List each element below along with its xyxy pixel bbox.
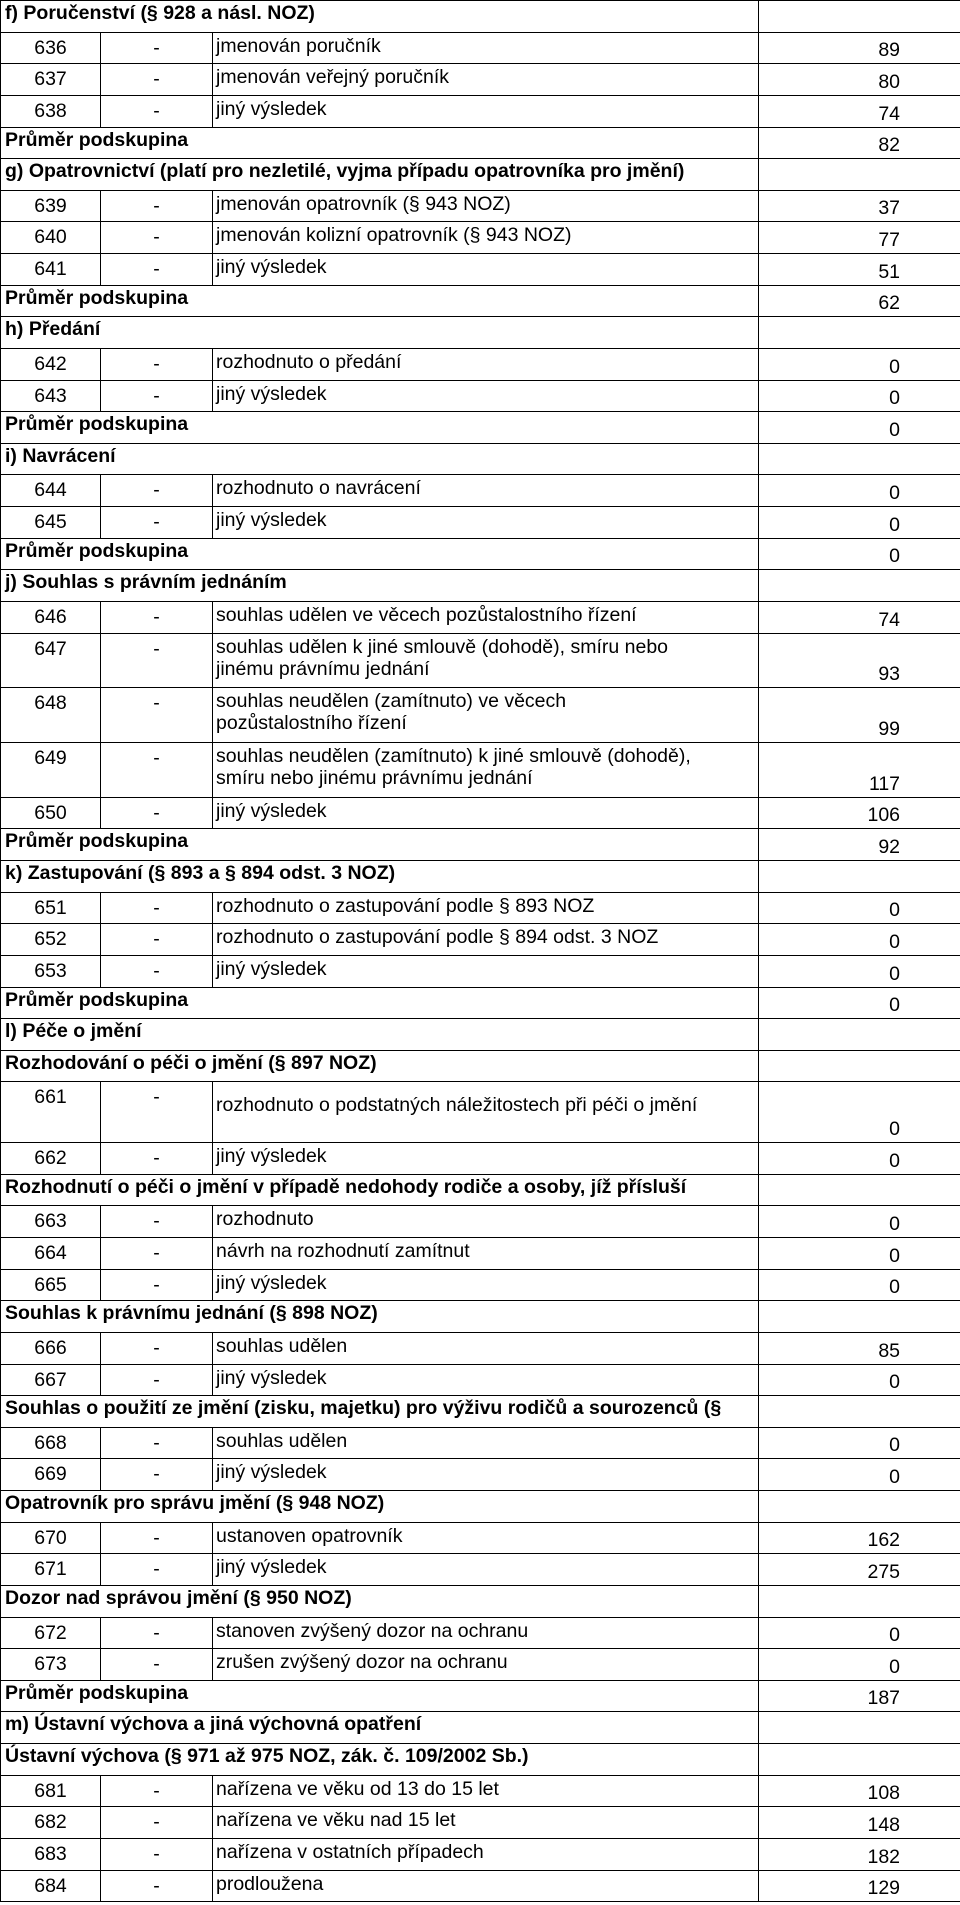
row-code: 651	[1, 892, 101, 924]
row-dash: -	[101, 1807, 213, 1839]
row-code: 647	[1, 633, 101, 688]
table-row	[1, 1082, 960, 1143]
row-dash: -	[101, 1459, 213, 1491]
row-description: rozhodnuto o zastupování podle § 894 odst. 3 NOZ	[213, 924, 759, 956]
row-code: 664	[1, 1238, 101, 1270]
section-label: Průměr podskupina	[1, 127, 759, 159]
section-row	[1, 1491, 960, 1523]
row-code: 672	[1, 1617, 101, 1649]
table-row	[1, 1617, 960, 1649]
section-row	[1, 1680, 960, 1712]
row-description: jiný výsledek	[213, 1364, 759, 1396]
row-dash: -	[101, 1238, 213, 1270]
section-row	[1, 1, 960, 33]
table-row	[1, 1838, 960, 1870]
row-value: 85	[759, 1332, 960, 1364]
row-description-line: pozůstalostního řízení	[216, 712, 407, 735]
row-value: 148	[759, 1807, 960, 1839]
row-value: 0	[759, 1427, 960, 1459]
row-description: rozhodnuto	[213, 1206, 759, 1238]
row-code: 671	[1, 1554, 101, 1586]
row-description-line: smíru nebo jinému právnímu jednání	[216, 767, 533, 789]
row-description: jmenován kolizní opatrovník (§ 943 NOZ)	[213, 222, 759, 254]
section-row	[1, 829, 960, 861]
section-row	[1, 127, 960, 159]
row-code: 666	[1, 1332, 101, 1364]
row-description-line: souhlas neudělen (zamítnuto) ve věcech	[216, 690, 567, 713]
row-description: jiný výsledek	[213, 507, 759, 539]
row-value: 92	[759, 829, 960, 861]
row-value: 0	[759, 538, 960, 570]
table-row	[1, 1238, 960, 1270]
row-value: 37	[759, 190, 960, 222]
row-value	[759, 570, 960, 602]
row-value	[759, 1396, 960, 1428]
row-dash: -	[101, 1649, 213, 1681]
row-value: 82	[759, 127, 960, 159]
table-row	[1, 1870, 960, 1902]
row-description: nařízena ve věku nad 15 let	[213, 1807, 759, 1839]
row-description: jiný výsledek	[213, 1554, 759, 1586]
row-value: 0	[759, 1206, 960, 1238]
row-code: 662	[1, 1143, 101, 1175]
row-value: 0	[759, 1082, 960, 1143]
row-dash: -	[101, 222, 213, 254]
table-row	[1, 688, 960, 743]
row-dash: -	[101, 190, 213, 222]
row-value: 80	[759, 64, 960, 96]
table-row	[1, 254, 960, 286]
table-row	[1, 190, 960, 222]
row-code: 681	[1, 1775, 101, 1807]
row-dash: -	[101, 1617, 213, 1649]
table-row	[1, 743, 960, 798]
row-description: jiný výsledek	[213, 1269, 759, 1301]
section-label: Rozhodnutí o péči o jmění v případě nedohody rodiče a osoby, jíž přísluší	[1, 1174, 759, 1206]
row-value: 62	[759, 285, 960, 317]
row-value: 74	[759, 95, 960, 127]
row-value: 0	[759, 1617, 960, 1649]
row-description: jmenován poručník	[213, 32, 759, 64]
row-code: 684	[1, 1870, 101, 1902]
row-description: jiný výsledek	[213, 380, 759, 412]
section-label: Rozhodování o péči o jmění (§ 897 NOZ)	[1, 1050, 759, 1082]
row-dash: -	[101, 32, 213, 64]
row-code: 642	[1, 348, 101, 380]
row-code: 646	[1, 601, 101, 633]
row-description-line: souhlas neudělen (zamítnuto) k jiné smlouvě (dohodě),	[216, 745, 691, 767]
row-value	[759, 1, 960, 33]
row-value: 0	[759, 507, 960, 539]
row-value	[759, 1744, 960, 1776]
row-code: 673	[1, 1649, 101, 1681]
row-value	[759, 443, 960, 475]
section-row	[1, 1744, 960, 1776]
row-code: 670	[1, 1522, 101, 1554]
row-value: 0	[759, 412, 960, 444]
section-row	[1, 443, 960, 475]
row-description: nařízena v ostatních případech	[213, 1838, 759, 1870]
row-description: rozhodnuto o zastupování podle § 893 NOZ	[213, 892, 759, 924]
row-value	[759, 317, 960, 349]
table-row	[1, 95, 960, 127]
section-label: h) Předání	[1, 317, 759, 349]
row-value: 0	[759, 1238, 960, 1270]
row-value	[759, 1174, 960, 1206]
row-value: 187	[759, 1680, 960, 1712]
table-row	[1, 633, 960, 688]
section-label: Průměr podskupina	[1, 412, 759, 444]
row-description: jiný výsledek	[213, 1459, 759, 1491]
row-value: 162	[759, 1522, 960, 1554]
section-label: Průměr podskupina	[1, 829, 759, 861]
row-value	[759, 159, 960, 191]
table-row	[1, 1143, 960, 1175]
row-description: stanoven zvýšený dozor na ochranu	[213, 1617, 759, 1649]
row-description: rozhodnuto o předání	[213, 348, 759, 380]
row-code: 652	[1, 924, 101, 956]
row-value	[759, 1301, 960, 1333]
section-row	[1, 412, 960, 444]
row-value: 0	[759, 1143, 960, 1175]
section-label: m) Ústavní výchova a jiná výchovná opatření	[1, 1712, 759, 1744]
row-description-line: jinému právnímu jednání	[216, 657, 430, 680]
section-label: Průměr podskupina	[1, 538, 759, 570]
table-row	[1, 507, 960, 539]
section-label: Dozor nad správou jmění (§ 950 NOZ)	[1, 1585, 759, 1617]
row-value: 89	[759, 32, 960, 64]
row-dash: -	[101, 892, 213, 924]
table-row	[1, 924, 960, 956]
row-value: 129	[759, 1870, 960, 1902]
section-label: j) Souhlas s právním jednáním	[1, 570, 759, 602]
row-value: 108	[759, 1775, 960, 1807]
section-row	[1, 159, 960, 191]
section-row	[1, 1396, 960, 1428]
section-label: l) Péče o jmění	[1, 1019, 759, 1051]
row-code: 643	[1, 380, 101, 412]
row-value	[759, 1585, 960, 1617]
row-dash: -	[101, 1554, 213, 1586]
row-value: 0	[759, 987, 960, 1019]
row-dash: -	[101, 507, 213, 539]
table-row	[1, 380, 960, 412]
row-description-line: souhlas udělen k jiné smlouvě (dohodě), smíru nebo	[216, 635, 669, 658]
row-description: rozhodnuto o podstatných náležitostech při péči o jmění	[213, 1082, 759, 1143]
row-description: zrušen zvýšený dozor na ochranu	[213, 1649, 759, 1681]
table-row	[1, 475, 960, 507]
row-dash: -	[101, 1082, 213, 1143]
row-dash: -	[101, 1332, 213, 1364]
section-label: Průměr podskupina	[1, 987, 759, 1019]
row-code: 641	[1, 254, 101, 286]
row-description: jmenován veřejný poručník	[213, 64, 759, 96]
row-description: ustanoven opatrovník	[213, 1522, 759, 1554]
row-description: nařízena ve věku od 13 do 15 let	[213, 1775, 759, 1807]
row-description: jiný výsledek	[213, 95, 759, 127]
section-label: Souhlas o použití ze jmění (zisku, majetku) pro výživu rodičů a sourozenců (§	[1, 1396, 759, 1428]
table-row	[1, 1364, 960, 1396]
row-description: návrh na rozhodnutí zamítnut	[213, 1238, 759, 1270]
table-row	[1, 1459, 960, 1491]
row-code: 648	[1, 688, 101, 743]
row-description: souhlas udělen	[213, 1332, 759, 1364]
row-dash: -	[101, 1775, 213, 1807]
row-description: jiný výsledek	[213, 797, 759, 829]
row-dash: -	[101, 1427, 213, 1459]
table-row	[1, 222, 960, 254]
row-code: 644	[1, 475, 101, 507]
row-value: 0	[759, 892, 960, 924]
row-dash: -	[101, 633, 213, 688]
row-dash: -	[101, 601, 213, 633]
row-value: 99	[759, 688, 960, 743]
row-code: 636	[1, 32, 101, 64]
row-value	[759, 1712, 960, 1744]
table-row	[1, 348, 960, 380]
row-value: 182	[759, 1838, 960, 1870]
section-label: Souhlas k právnímu jednání (§ 898 NOZ)	[1, 1301, 759, 1333]
row-dash: -	[101, 95, 213, 127]
row-value: 0	[759, 348, 960, 380]
section-label: g) Opatrovnictví (platí pro nezletilé, vyjma případu opatrovníka pro jmění)	[1, 159, 759, 191]
section-label: f) Poručenství (§ 928 a násl. NOZ)	[1, 1, 759, 33]
table-row	[1, 1775, 960, 1807]
row-description	[213, 688, 759, 743]
table-row	[1, 1427, 960, 1459]
row-code: 663	[1, 1206, 101, 1238]
row-dash: -	[101, 743, 213, 798]
row-value: 117	[759, 743, 960, 798]
section-row	[1, 1301, 960, 1333]
row-value: 0	[759, 1649, 960, 1681]
row-dash: -	[101, 64, 213, 96]
row-value: 275	[759, 1554, 960, 1586]
row-dash: -	[101, 1269, 213, 1301]
table-row	[1, 955, 960, 987]
row-value: 0	[759, 955, 960, 987]
table-row	[1, 892, 960, 924]
row-code: 668	[1, 1427, 101, 1459]
table-row	[1, 32, 960, 64]
row-value: 74	[759, 601, 960, 633]
row-description: jiný výsledek	[213, 254, 759, 286]
row-code: 682	[1, 1807, 101, 1839]
row-description: rozhodnuto o navrácení	[213, 475, 759, 507]
section-label: k) Zastupování (§ 893 a § 894 odst. 3 NOZ)	[1, 861, 759, 893]
row-code: 640	[1, 222, 101, 254]
section-row	[1, 317, 960, 349]
row-description: souhlas udělen ve věcech pozůstalostního řízení	[213, 601, 759, 633]
table-row	[1, 1522, 960, 1554]
table-row	[1, 1332, 960, 1364]
section-row	[1, 987, 960, 1019]
row-dash: -	[101, 475, 213, 507]
row-code: 650	[1, 797, 101, 829]
row-description	[213, 743, 759, 798]
row-description: jmenován opatrovník (§ 943 NOZ)	[213, 190, 759, 222]
row-description: jiný výsledek	[213, 1143, 759, 1175]
section-row	[1, 285, 960, 317]
row-code: 683	[1, 1838, 101, 1870]
row-value	[759, 1050, 960, 1082]
row-value: 0	[759, 1269, 960, 1301]
row-value	[759, 1491, 960, 1523]
section-row	[1, 570, 960, 602]
row-code: 653	[1, 955, 101, 987]
section-row	[1, 1174, 960, 1206]
row-value: 106	[759, 797, 960, 829]
row-dash: -	[101, 1522, 213, 1554]
row-dash: -	[101, 1206, 213, 1238]
row-value	[759, 861, 960, 893]
row-dash: -	[101, 797, 213, 829]
section-label: Průměr podskupina	[1, 1680, 759, 1712]
row-value: 51	[759, 254, 960, 286]
row-dash: -	[101, 380, 213, 412]
row-code: 638	[1, 95, 101, 127]
row-value: 77	[759, 222, 960, 254]
row-dash: -	[101, 1838, 213, 1870]
section-row	[1, 1019, 960, 1051]
row-code: 667	[1, 1364, 101, 1396]
table-row	[1, 1554, 960, 1586]
row-code: 645	[1, 507, 101, 539]
row-code: 637	[1, 64, 101, 96]
row-description	[213, 633, 759, 688]
table-row	[1, 1206, 960, 1238]
section-row	[1, 1712, 960, 1744]
section-label: Opatrovník pro správu jmění (§ 948 NOZ)	[1, 1491, 759, 1523]
row-dash: -	[101, 254, 213, 286]
table-row	[1, 601, 960, 633]
row-code: 661	[1, 1082, 101, 1143]
table-row	[1, 1649, 960, 1681]
row-dash: -	[101, 955, 213, 987]
row-value: 0	[759, 475, 960, 507]
section-row	[1, 538, 960, 570]
row-code: 649	[1, 743, 101, 798]
section-row	[1, 861, 960, 893]
section-row	[1, 1585, 960, 1617]
row-value: 0	[759, 1459, 960, 1491]
row-dash: -	[101, 1364, 213, 1396]
row-dash: -	[101, 1870, 213, 1902]
row-value: 0	[759, 1364, 960, 1396]
row-value: 0	[759, 924, 960, 956]
section-label: i) Navrácení	[1, 443, 759, 475]
row-value: 0	[759, 380, 960, 412]
table-row	[1, 797, 960, 829]
table-row	[1, 64, 960, 96]
row-description: souhlas udělen	[213, 1427, 759, 1459]
row-description: jiný výsledek	[213, 955, 759, 987]
row-code: 669	[1, 1459, 101, 1491]
row-value: 93	[759, 633, 960, 688]
row-dash: -	[101, 348, 213, 380]
section-row	[1, 1050, 960, 1082]
row-code: 639	[1, 190, 101, 222]
row-description: prodloužena	[213, 1870, 759, 1902]
row-code: 665	[1, 1269, 101, 1301]
section-label: Průměr podskupina	[1, 285, 759, 317]
table-row	[1, 1807, 960, 1839]
table-row	[1, 1269, 960, 1301]
section-label: Ústavní výchova (§ 971 až 975 NOZ, zák. č. 109/2002 Sb.)	[1, 1744, 759, 1776]
row-dash: -	[101, 924, 213, 956]
row-value	[759, 1019, 960, 1051]
row-dash: -	[101, 1143, 213, 1175]
row-dash: -	[101, 688, 213, 743]
